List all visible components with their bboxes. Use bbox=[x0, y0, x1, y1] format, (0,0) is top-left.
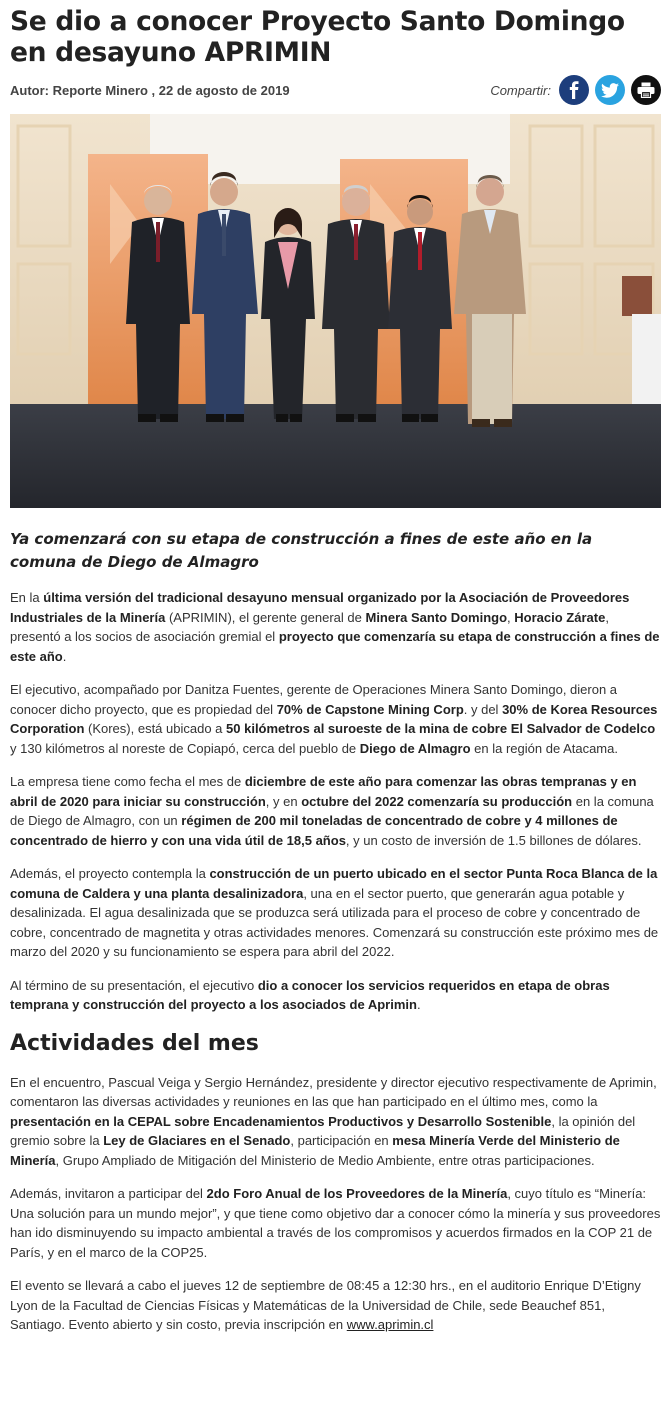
twitter-share-button[interactable] bbox=[595, 75, 625, 105]
facebook-share-button[interactable] bbox=[559, 75, 589, 105]
article-photo bbox=[10, 114, 661, 508]
paragraph-3: La empresa tiene como fecha el mes de diciembre de este año para comenzar las obras tempranas y en abril de 2020 para iniciar su construcción, y en octubre del 2022 comenzaría su producción en la comuna de Diego de Almagro, con un régimen de 200 mil toneladas de concentrado de cobre y 4 millones de concentrado de hierro y con una vida útil de 18,5 años, y un costo de inversión de 1.5 billones de dólares. bbox=[10, 774, 654, 848]
twitter-icon bbox=[601, 83, 619, 98]
paragraph-1: En la última versión del tradicional desayuno mensual organizado por la Asociación de Proveedores Industriales de la Minería (APRIMIN), el gerente general de Minera Santo Domingo, Horacio Zárate, presentó a los socios de asociación gremial el proyecto que comenzaría su etapa de construcción a fines de este año. bbox=[10, 590, 660, 664]
article-byline: Autor: Reporte Minero , 22 de agosto de 2019 bbox=[10, 82, 290, 98]
article-title: Se dio a conocer Proyecto Santo Domingo en desayuno APRIMIN bbox=[10, 6, 625, 68]
paragraph-6: En el encuentro, Pascual Veiga y Sergio Hernández, presidente y director ejecutivo respectivamente de Aprimin, comentaron las diversas actividades y reuniones en las que han participado en el último mes, como la presentación en la CEPAL sobre Encadenamientos Productivos y Desarrollo Sostenible, la opinión del gremio sobre la Ley de Glaciares en el Senado, participación en mesa Minería Verde del Ministerio de Minería, Grupo Ampliado de Mitigación del Ministerio de Medio Ambiente, entre otras participaciones. bbox=[10, 1074, 657, 1168]
paragraph-5: Al término de su presentación, el ejecutivo dio a conocer los servicios requeridos en etapa de obras temprana y construcción del proyecto a los asociados de Aprimin. bbox=[10, 977, 610, 1012]
aprimin-link[interactable]: www.aprimin.cl bbox=[346, 1317, 434, 1332]
article-subtitle: Ya comenzará con su etapa de construcción a fines de este año en la comuna de Diego de Almagro bbox=[10, 530, 593, 571]
section-heading: Actividades del mes bbox=[10, 1030, 259, 1056]
paragraph-8: El evento se llevará a cabo el jueves 12 de septiembre de 08:45 a 12:30 hrs., en el auditorio Enrique D’Etigny Lyon de la Facultad de Ciencias Físicas y Matemáticas de la Universidad de Chile, sede Beauchef 851, Santiago. Evento abierto y sin costo, previa inscripción en www.aprimin.cl bbox=[10, 1278, 641, 1332]
share-label: Compartir: bbox=[490, 82, 551, 98]
facebook-icon bbox=[566, 81, 582, 99]
group-photo-image bbox=[10, 114, 661, 508]
paragraph-4: Además, el proyecto contempla la construcción de un puerto ubicado en el sector Punta Roca Blanca de la comuna de Caldera y una planta desalinizadora, una en el sector puerto, que generarán agua potable y desalinizada. El agua desalinizada que se produzca será utilizada para el proceso de cobre y concentrado de cobre, concentrado de magnetita y otras actividades menores. Comenzará su construcción este próximo mes de marzo del 2020 y su funcionamiento se espera para abril del 2022. bbox=[10, 866, 659, 959]
meta-row bbox=[10, 72, 661, 108]
paragraph-2: El ejecutivo, acompañado por Danitza Fuentes, gerente de Operaciones Minera Santo Domingo, dieron a conocer dicho proyecto, que es propiedad del 70% de Capstone Mining Corp. y del 30% de Korea Resources Corporation (Kores), está ubicado a 50 kilómetros al suroeste de la mina de cobre El Salvador de Codelco y 130 kilómetros al noreste de Copiapó, cerca del pueblo de Diego de Almagro en la región de Atacama. bbox=[10, 682, 658, 756]
share-bar bbox=[490, 75, 661, 105]
paragraph-7: Además, invitaron a participar del 2do Foro Anual de los Proveedores de la Minería, cuyo título es “Minería: Una solución para un mundo mejor”, y que tiene como objetivo dar a conocer cómo la minería y sus proveedores han ido disminuyendo su impacto ambiental a través de los compromisos y acuerdos firmados en la COP 21 de París, y en el marco de la COP25. bbox=[10, 1186, 661, 1260]
print-button[interactable] bbox=[631, 75, 661, 105]
print-icon bbox=[637, 82, 655, 98]
